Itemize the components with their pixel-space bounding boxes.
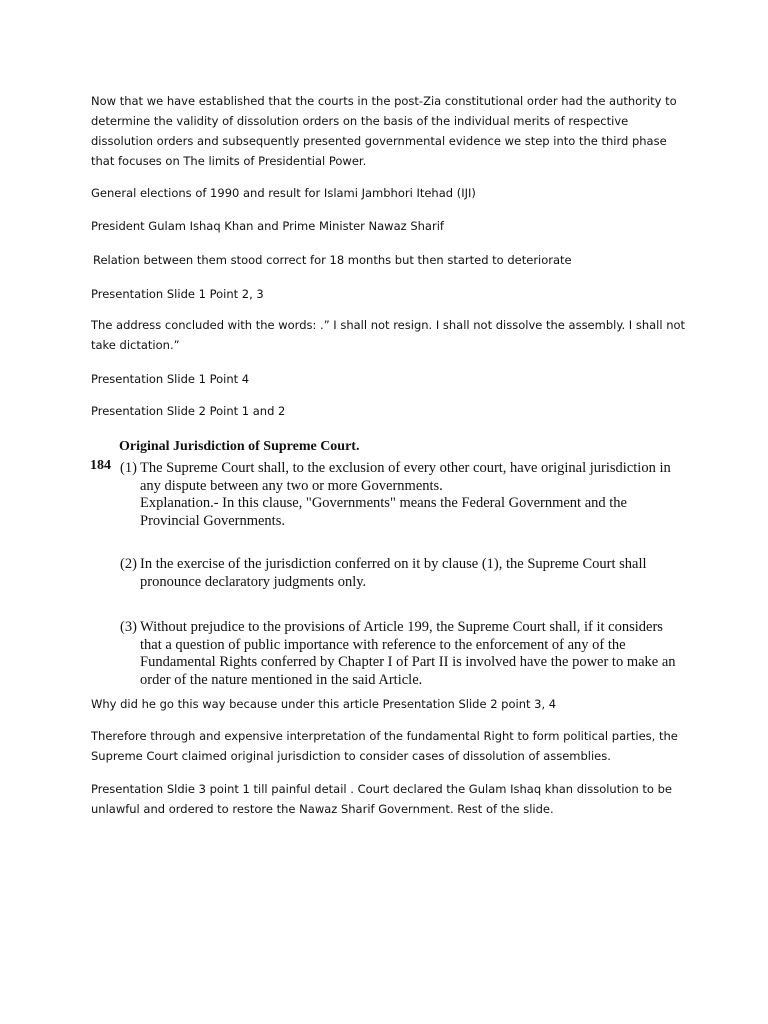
- article-title: Original Jurisdiction of Supreme Court.: [119, 439, 360, 454]
- slide-reference-3: Presentation Slide 2 Point 1 and 2: [91, 404, 286, 418]
- clause-text: The Supreme Court shall, to the exclusion of every other court, have original jurisdiction in any dispute between any two or more Governments.: [140, 460, 671, 494]
- relation-line: Relation between them stood correct for 18 months but then started to deteriorate: [93, 253, 572, 267]
- clause-text: Without prejudice to the provisions of Article 199, the Supreme Court shall, if it considers that a question of public importance with reference to the enforcement of any of the Fundamental Rights conferred by Chapter I of Part II is involved have the power to make an order of the nature mentioned in the said Article.: [140, 619, 676, 688]
- clause-explanation: Explanation.- In this clause, "Governments" means the Federal Government and the Provincial Governments.: [140, 495, 627, 529]
- conclusion-paragraph: Presentation Sldie 3 point 1 till painful detail . Court declared the Gulam Ishaq khan dissolution to be unlawful and ordered to restore the Nawaz Sharif Government. Rest of the slide.: [91, 782, 672, 816]
- clause-number: (2): [120, 556, 137, 572]
- clause-number: (3): [120, 619, 137, 635]
- article-number: 184: [90, 458, 111, 473]
- slide-reference-1: Presentation Slide 1 Point 2, 3: [91, 287, 264, 301]
- president-pm-line: President Gulam Ishaq Khan and Prime Minister Nawaz Sharif: [91, 219, 444, 233]
- clause-number: (1): [120, 460, 137, 476]
- article-clause-3: [120, 619, 680, 689]
- why-paragraph: Why did he go this way because under this article Presentation Slide 2 point 3, 4: [91, 697, 557, 711]
- elections-line: General elections of 1990 and result for Islami Jambhori Itehad (IJI): [91, 186, 476, 200]
- article-clause-2: [120, 556, 680, 591]
- intro-paragraph: Now that we have established that the courts in the post-Zia constitutional order had the authority to determine the validity of dissolution orders on the basis of the individual merits of respective dissolution orders and subsequently presented governmental evidence we step into the third phase that focuses on The limits of Presidential Power.: [91, 94, 677, 168]
- article-clause-1: [120, 460, 680, 530]
- address-quote-paragraph: The address concluded with the words: .” I shall not resign. I shall not dissolve the assembly. I shall not take dictation.”: [91, 318, 686, 352]
- clause-text: In the exercise of the jurisdiction conferred on it by clause (1), the Supreme Court shall pronounce declaratory judgments only.: [140, 556, 647, 590]
- interpretation-paragraph: Therefore through and expensive interpretation of the fundamental Right to form political parties, the Supreme Court claimed original jurisdiction to consider cases of dissolution of assemblies.: [91, 729, 678, 763]
- slide-reference-2: Presentation Slide 1 Point 4: [91, 372, 250, 386]
